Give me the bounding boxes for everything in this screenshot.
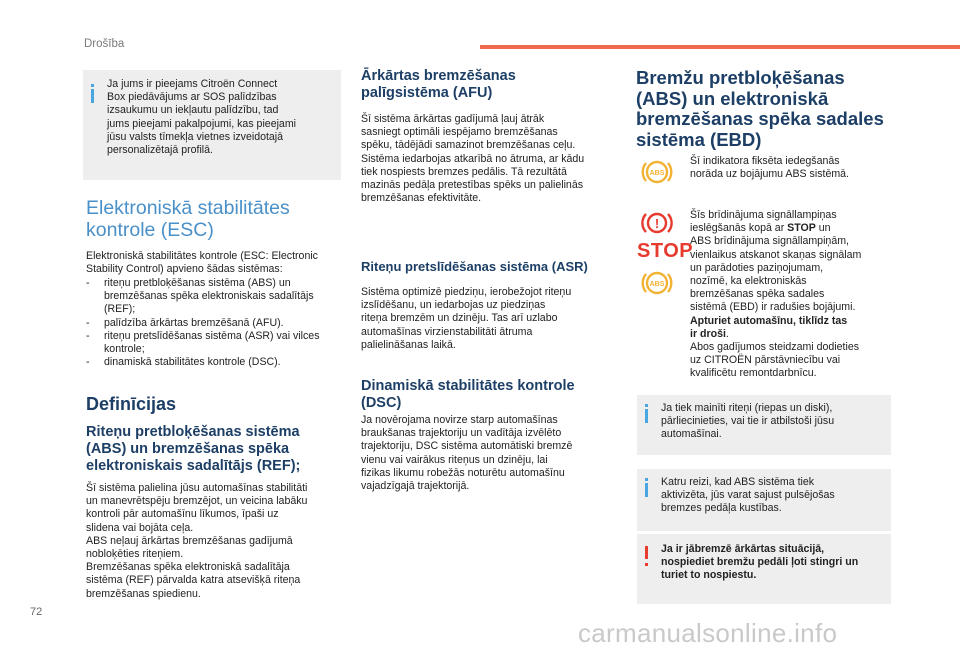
esc-intro: Elektroniskā stabilitātes kontrole (ESC: Electronic Stability Control) apvieno šādas sistēmas: <box>86 250 318 276</box>
warning-stop-word: STOP <box>787 222 816 235</box>
list-item: - dinamiskā stabilitātes kontrole (DSC). <box>86 356 348 369</box>
esc-system-list <box>86 277 348 369</box>
stop-lamp-icon: STOP <box>637 240 694 262</box>
abs-red-lamp-icon <box>640 266 674 300</box>
info-icon <box>645 483 648 497</box>
warning-icon <box>645 546 648 559</box>
section-header: Drošība <box>84 38 125 50</box>
info-icon <box>645 409 648 423</box>
warning-lamp-text <box>690 209 920 381</box>
emergency-braking-warning <box>637 534 891 604</box>
abs-amber-lamp-icon <box>640 155 674 189</box>
wheel-change-note <box>637 395 891 455</box>
abs-pulse-note <box>637 469 891 531</box>
abs-ref-text: Šī sistēma palielina jūsu automašīnas stabilitāti un manevrētspēju bremzējot, un veicina labāku kontroli pār automašīnu līkumos, īpaši uz slidena vai bojāta ceļa. ABS neļauj ārkārtas bremzēšanas gadījumā nobloķēties riteņiem. Bremzēšanas spēka elektroniskā sadalītāja sistēma (REF) pārvalda katra atsevišķā riteņa bremzēšanas spiedienu. <box>86 482 308 600</box>
header-accent-bar <box>480 45 960 49</box>
dsc-title: Dinamiskā stabilitātes kontrole (DSC) <box>361 378 575 411</box>
connect-box-note-text: Ja jums ir pieejams Citroën Connect Box piedāvājums ar SOS palīdzības izsaukumu un iekļautu palīdzību, tad jums pieejami pakalpojumi, kas pieejami jūsu valsts tīmekļa vietnes izveidotajā personalizētajā profilā. <box>107 78 297 157</box>
svg-text:ABS: ABS <box>649 281 665 288</box>
list-item: - palīdzība ārkārtas bremzēšanā (AFU). <box>86 317 348 330</box>
page-number: 72 <box>30 606 43 618</box>
abs-ref-title: Riteņu pretbloķēšanas sistēma (ABS) un bremzēšanas spēka elektroniskais sadalītājs (REF); <box>86 424 301 474</box>
asr-text: Sistēma optimizē piedziņu, ierobežojot riteņu izslīdēšanu, un iedarbojas uz piedziņas riteņa bremzēm un dzinēju. Tas arī uzlabo automašīnas virzienstabilitāti ātruma palielināšanas laikā. <box>361 286 572 351</box>
watermark: carmanualsonline.info <box>578 618 838 648</box>
warning-text-part: Šīs brīdinājuma signāllampiņas ieslēgšanās kopā ar <box>690 209 837 235</box>
warning-text-part: un ABS brīdinājuma signāllampiņām, vienlaikus atskanot skaņas signālam un parādoties paziņojumam, nozīmē, ka elektroniskās bremzēšanas spēka sadales sistēmā (EBD) ir radušies bojājumi. <box>690 222 862 314</box>
list-item: - riteņu pretbloķēšanas sistēma (ABS) un bremzēšanas spēka elektroniskais sadalītājs (REF); <box>86 277 348 317</box>
abs-ebd-title: Bremžu pretbloķēšanas (ABS) un elektroniskā bremzēšanas spēka sadales sistēma (EBD) <box>636 67 884 150</box>
asr-title: Riteņu pretslīdēšanas sistēma (ASR) <box>361 259 588 274</box>
svg-text:!: ! <box>654 216 660 231</box>
abs-indicator-text: Šī indikatora fiksēta iedegšanās norāda uz bojājumu ABS sistēmā. <box>690 155 849 181</box>
connect-box-note <box>83 70 341 180</box>
brake-warning-lamp-icon <box>640 208 674 238</box>
afu-text: Šī sistēma ārkārtas gadījumā ļauj ātrāk sasniegt optimāli iespējamo bremzēšanas spēku, tādējādi samazinot bremzēšanas ceļu. Sistēma iedarbojas atkarībā no ātruma, ar kādu tiek nospiests bremzes pedālis. Tā rezultātā mazinās pedāļa pretestības spēks un palielinās bremzēšanas efektivitāte. <box>361 113 585 205</box>
wheel-change-note-text: Ja tiek mainīti riteņi (riepas un diski), pārliecinieties, vai tie ir atbilstoši jūsu automašīnai. <box>661 402 835 441</box>
esc-title: Elektroniskā stabilitātes kontrole (ESC) <box>86 197 290 241</box>
definitions-title: Definīcijas <box>86 394 177 414</box>
afu-title: Ārkārtas bremzēšanas palīgsistēma (AFU) <box>361 68 516 101</box>
dsc-text: Ja novērojama novirze starp automašīnas braukšanas trajektoriju un vadītāja izvēlēto trajektoriju, DSC sistēma automātiski bremzē vienu vai vairākus riteņus un dzinēju, lai fizikas likumu robežās noturētu automašīnu vajadzīgajā trajektorijā. <box>361 414 573 493</box>
warning-stop-instruction: Apturiet automašīnu, tiklīdz tas ir droši <box>690 314 848 340</box>
emergency-braking-text: Ja ir jābremzē ārkārtas situācijā, nospiediet bremžu pedāli ļoti stingri un turiet to nospiestu. <box>661 543 859 582</box>
info-icon <box>91 89 94 103</box>
list-item: - riteņu pretslīdēšanas sistēma (ASR) vai vilces kontrole; <box>86 330 348 356</box>
svg-text:ABS: ABS <box>649 170 665 177</box>
warning-text-part: . Abos gadījumos steidzami dodieties uz CITROËN pārstāvniecību vai kvalificētu remontdarbnīcu. <box>690 327 860 380</box>
abs-pulse-note-text: Katru reizi, kad ABS sistēma tiek aktivizēta, jūs varat sajust pulsējošas bremzes pedāļa kustības. <box>661 476 835 515</box>
